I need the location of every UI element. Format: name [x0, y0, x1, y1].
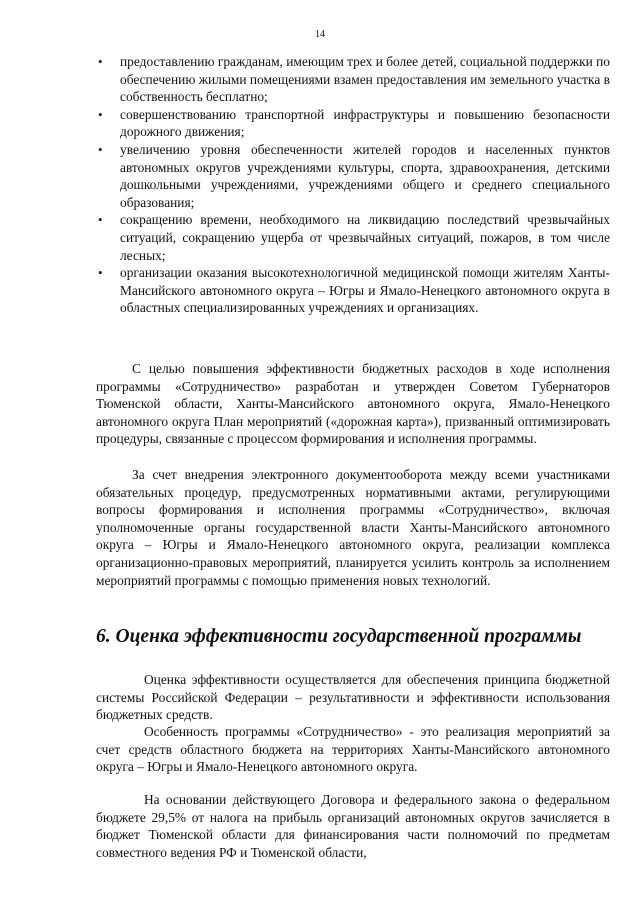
bullet-item: • сокращению времени, необходимого на ликвидацию последствий чрезвычайных ситуаций, сокращению ущерба от чрезвычайных ситуаций, пожаров, в том числе лесных;: [112, 211, 610, 264]
bullet-item: • организации оказания высокотехнологичной медицинской помощи жителям Ханты-Мансийского автономного округа – Югры и Ямало-Ненецкого автономного округа в областных специализированных учреждениях и организациях.: [112, 264, 610, 317]
bullet-item: • совершенствованию транспортной инфраструктуры и повышению безопасности дорожного движения;: [112, 106, 610, 141]
section-paragraph: Оценка эффективности осуществляется для обеспечения принципа бюджетной системы Российской Федерации – результативности и эффективности использования бюджетных средств.: [96, 672, 610, 723]
paragraph-edm: За счет внедрения электронного документооборота между всеми участниками обязательных процедур, предусмотренных нормативными актами, регулирующими вопросы формирования и исполнения программы «Сотрудничество», включая уполномоченные органы государственной власти Ханты-Мансийского автономного округа – Югры и Ямало-Ненецкого автономного округа, реализации комплекса организационно-правовых мероприятий, планируется усилить контроль за исполнением мероприятий программы с помощью применения новых технологий.: [96, 467, 610, 588]
section-heading: 6. Оценка эффективности государственной программы: [96, 626, 582, 647]
bullet-item: • увеличению уровня обеспеченности жителей городов и населенных пунктов автономных округов учреждениями культуры, спорта, здравоохранения, детскими дошкольными учреждениями, учреждениями общего и среднего специального образования;: [112, 141, 610, 211]
page-number: 14: [315, 29, 325, 40]
paragraph-roadmap: С целью повышения эффективности бюджетных расходов в ходе исполнения программы «Сотрудничество» разработан и утвержден Советом Губернаторов Тюменской области, Ханты-Мансийского автономного округа, Ямало-Ненецкого автономного округа План мероприятий («дорожная карта»), призванный оптимизировать процедуры, связанные с процессом формирования и исполнения программы.: [96, 361, 610, 447]
bullet-item: • предоставлению гражданам, имеющим трех и более детей, социальной поддержки по обеспечению жилыми помещениями взамен предоставления им земельного участка в собственность бесплатно;: [112, 53, 610, 106]
section-paragraph: На основании действующего Договора и федерального закона о федеральном бюджете 29,5% от налога на прибыль организаций автономных округов зачисляется в бюджет Тюменской области для финансирования части полномочий по предметам совместного ведения РФ и Тюменской области,: [96, 792, 610, 860]
bullet-list: [112, 53, 610, 317]
section-paragraph: Особенность программы «Сотрудничество» - это реализация мероприятий за счет средств областного бюджета на территориях Ханты-Мансийского автономного округа – Югры и Ямало-Ненецкого автономного округа.: [96, 724, 610, 775]
